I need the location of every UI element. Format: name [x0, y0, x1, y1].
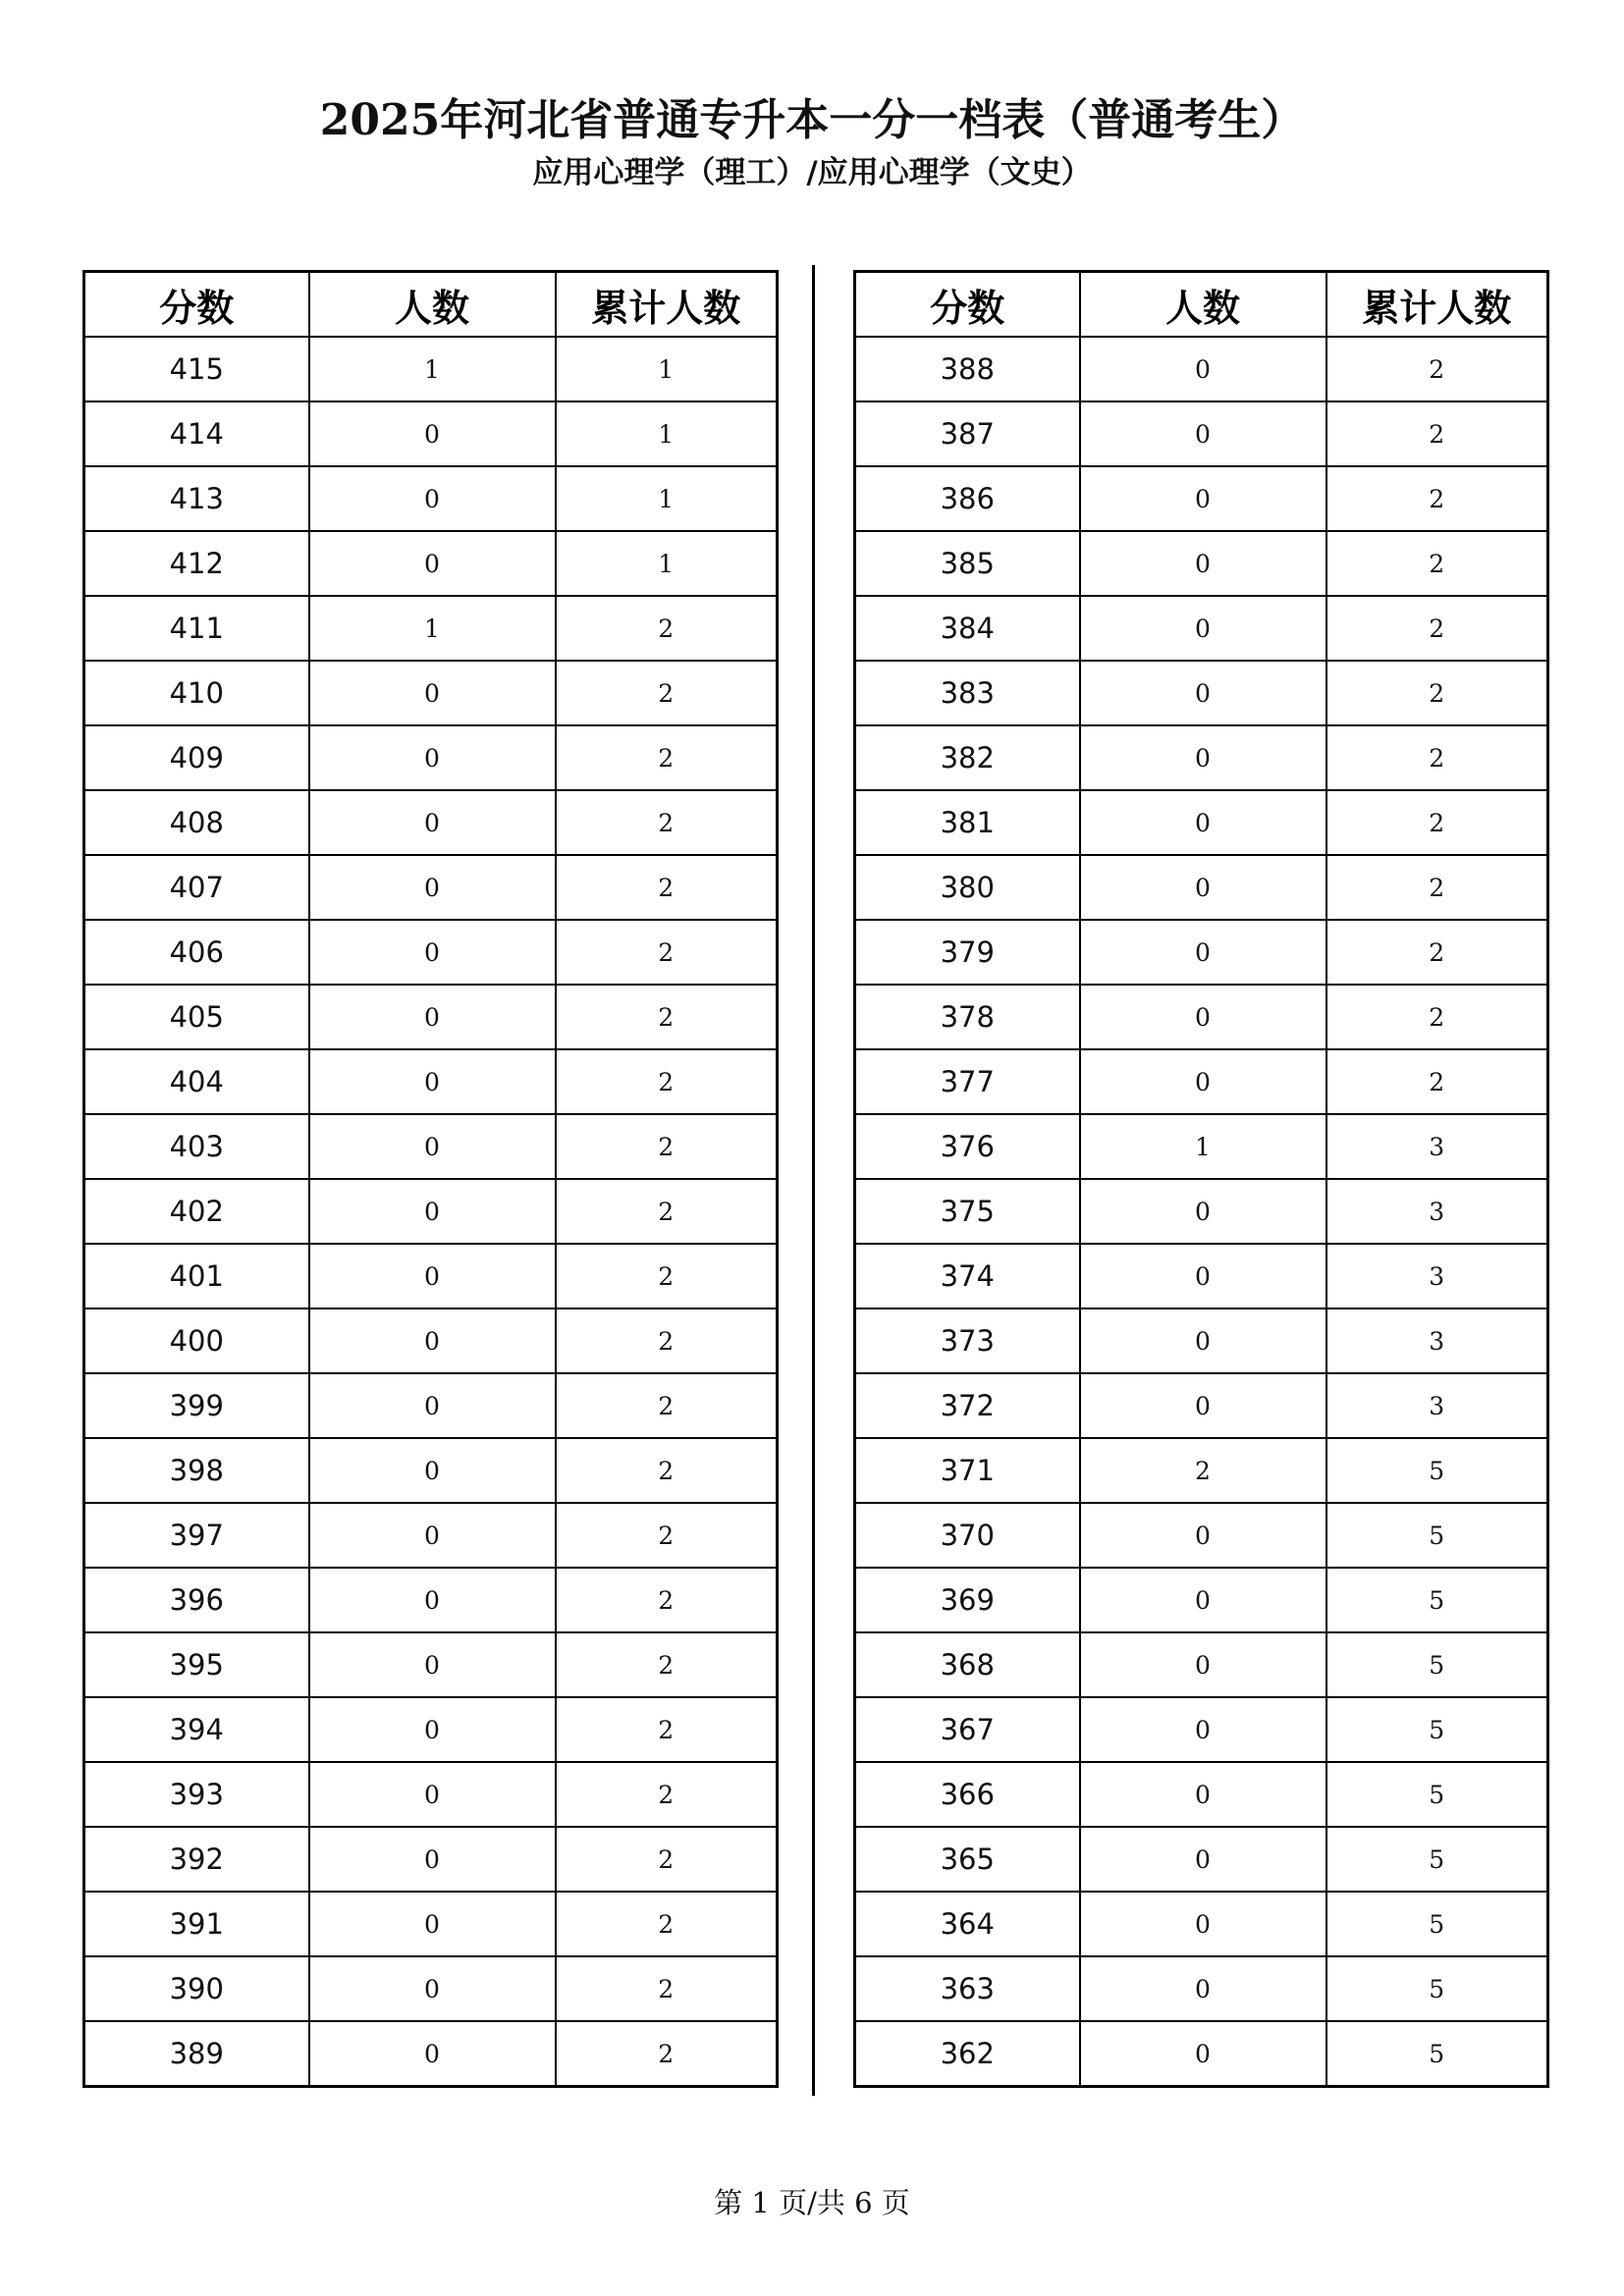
- cell-count: 0: [1080, 2021, 1326, 2087]
- table-row: [84, 985, 778, 1049]
- table-row: [84, 725, 778, 790]
- table-row: [855, 920, 1548, 985]
- column-divider: [812, 265, 815, 2096]
- cell-score: 387: [855, 401, 1080, 466]
- cell-cumulative: 5: [1326, 1568, 1548, 1632]
- cell-score: 375: [855, 1179, 1080, 1244]
- cell-count: 0: [1080, 1308, 1326, 1373]
- column-header-score: 分数: [84, 272, 309, 338]
- cell-count: 2: [1080, 1438, 1326, 1503]
- cell-cumulative: 2: [556, 1503, 778, 1568]
- table-row: [84, 920, 778, 985]
- cell-count: 0: [1080, 790, 1326, 855]
- cell-score: 367: [855, 1697, 1080, 1762]
- cell-cumulative: 5: [1326, 1632, 1548, 1697]
- cell-count: 0: [1080, 1244, 1326, 1308]
- cell-score: 391: [84, 1892, 309, 1956]
- table-row: [855, 401, 1548, 466]
- table-row: [84, 596, 778, 661]
- cell-count: 0: [309, 920, 556, 985]
- cell-count: 0: [309, 1179, 556, 1244]
- table-row: [84, 401, 778, 466]
- cell-cumulative: 2: [1326, 596, 1548, 661]
- cell-cumulative: 5: [1326, 1956, 1548, 2021]
- table-row: [855, 1114, 1548, 1179]
- column-header-count: 人数: [309, 272, 556, 338]
- cell-score: 363: [855, 1956, 1080, 2021]
- table-row: [84, 1373, 778, 1438]
- cell-score: 373: [855, 1308, 1080, 1373]
- cell-cumulative: 2: [556, 1244, 778, 1308]
- table-row: [84, 466, 778, 531]
- cell-score: 377: [855, 1049, 1080, 1114]
- cell-count: 0: [309, 1438, 556, 1503]
- cell-score: 392: [84, 1827, 309, 1892]
- cell-score: 411: [84, 596, 309, 661]
- cell-cumulative: 2: [1326, 466, 1548, 531]
- cell-score: 384: [855, 596, 1080, 661]
- cell-count: 0: [309, 1373, 556, 1438]
- cell-score: 378: [855, 985, 1080, 1049]
- cell-cumulative: 2: [556, 725, 778, 790]
- cell-score: 403: [84, 1114, 309, 1179]
- cell-score: 410: [84, 661, 309, 725]
- cell-score: 388: [855, 337, 1080, 401]
- cell-cumulative: 2: [1326, 920, 1548, 985]
- cell-score: 413: [84, 466, 309, 531]
- table-row: [84, 531, 778, 596]
- cell-cumulative: 2: [556, 1568, 778, 1632]
- cell-count: 0: [1080, 1697, 1326, 1762]
- cell-score: 407: [84, 855, 309, 920]
- table-row: [84, 1114, 778, 1179]
- cell-score: 396: [84, 1568, 309, 1632]
- cell-count: 0: [1080, 401, 1326, 466]
- table-row: [855, 1632, 1548, 1697]
- table-row: [84, 1308, 778, 1373]
- cell-cumulative: 2: [556, 1697, 778, 1762]
- cell-count: 0: [1080, 466, 1326, 531]
- cell-cumulative: 2: [556, 1049, 778, 1114]
- cell-score: 415: [84, 337, 309, 401]
- cell-score: 405: [84, 985, 309, 1049]
- score-table-left: [82, 270, 779, 2088]
- cell-cumulative: 2: [1326, 790, 1548, 855]
- cell-score: 408: [84, 790, 309, 855]
- cell-cumulative: 3: [1326, 1244, 1548, 1308]
- cell-score: 364: [855, 1892, 1080, 1956]
- cell-count: 0: [309, 1762, 556, 1827]
- cell-count: 0: [1080, 596, 1326, 661]
- cell-cumulative: 2: [1326, 855, 1548, 920]
- table-row: [84, 1179, 778, 1244]
- cell-cumulative: 2: [556, 661, 778, 725]
- table-row: [855, 2021, 1548, 2087]
- column-header-cumulative: 累计人数: [556, 272, 778, 338]
- cell-cumulative: 1: [556, 466, 778, 531]
- table-row: [855, 1308, 1548, 1373]
- table-row: [855, 1697, 1548, 1762]
- table-row: [84, 1049, 778, 1114]
- cell-score: 381: [855, 790, 1080, 855]
- page-title: 2025年河北省普通专升本一分一档表（普通考生）: [319, 95, 1305, 145]
- cell-cumulative: 1: [556, 337, 778, 401]
- table-row: [855, 790, 1548, 855]
- table-row: [84, 1568, 778, 1632]
- cell-count: 0: [1080, 531, 1326, 596]
- cell-count: 0: [1080, 1373, 1326, 1438]
- cell-cumulative: 2: [556, 1308, 778, 1373]
- cell-score: 401: [84, 1244, 309, 1308]
- cell-cumulative: 2: [556, 1632, 778, 1697]
- cell-score: 368: [855, 1632, 1080, 1697]
- cell-cumulative: 2: [1326, 725, 1548, 790]
- cell-count: 0: [309, 1244, 556, 1308]
- table-row: [84, 1762, 778, 1827]
- cell-score: 394: [84, 1697, 309, 1762]
- cell-score: 406: [84, 920, 309, 985]
- table-row: [84, 1892, 778, 1956]
- cell-count: 0: [309, 855, 556, 920]
- cell-score: 389: [84, 2021, 309, 2087]
- cell-score: 393: [84, 1762, 309, 1827]
- cell-count: 0: [309, 1308, 556, 1373]
- cell-cumulative: 2: [556, 596, 778, 661]
- cell-score: 395: [84, 1632, 309, 1697]
- table-row: [855, 985, 1548, 1049]
- cell-count: 0: [309, 725, 556, 790]
- cell-cumulative: 2: [1326, 337, 1548, 401]
- cell-count: 0: [309, 1632, 556, 1697]
- cell-score: 402: [84, 1179, 309, 1244]
- cell-cumulative: 2: [556, 985, 778, 1049]
- cell-count: 0: [309, 2021, 556, 2087]
- cell-count: 0: [1080, 725, 1326, 790]
- cell-cumulative: 2: [556, 1114, 778, 1179]
- cell-score: 383: [855, 661, 1080, 725]
- cell-count: 0: [309, 1827, 556, 1892]
- cell-count: 0: [309, 1049, 556, 1114]
- cell-count: 0: [1080, 661, 1326, 725]
- cell-count: 0: [1080, 985, 1326, 1049]
- cell-count: 0: [1080, 1503, 1326, 1568]
- score-table-right: [853, 270, 1549, 2088]
- cell-count: 0: [309, 790, 556, 855]
- cell-cumulative: 5: [1326, 1697, 1548, 1762]
- cell-count: 0: [309, 1568, 556, 1632]
- cell-count: 0: [1080, 1827, 1326, 1892]
- cell-count: 1: [309, 596, 556, 661]
- cell-count: 0: [309, 531, 556, 596]
- cell-score: 371: [855, 1438, 1080, 1503]
- table-row: [855, 1762, 1548, 1827]
- table-row: [855, 1827, 1548, 1892]
- cell-count: 0: [309, 466, 556, 531]
- cell-count: 0: [309, 1892, 556, 1956]
- cell-score: 374: [855, 1244, 1080, 1308]
- table-row: [84, 337, 778, 401]
- cell-cumulative: 2: [1326, 531, 1548, 596]
- table-row: [855, 1892, 1548, 1956]
- cell-cumulative: 2: [556, 790, 778, 855]
- cell-count: 0: [1080, 1892, 1326, 1956]
- cell-count: 0: [1080, 855, 1326, 920]
- cell-score: 362: [855, 2021, 1080, 2087]
- cell-score: 399: [84, 1373, 309, 1438]
- cell-count: 1: [309, 337, 556, 401]
- cell-cumulative: 2: [556, 1438, 778, 1503]
- table-row: [855, 596, 1548, 661]
- column-header-score: 分数: [855, 272, 1080, 338]
- cell-score: 390: [84, 1956, 309, 2021]
- cell-score: 382: [855, 725, 1080, 790]
- table-row: [84, 1438, 778, 1503]
- cell-cumulative: 1: [556, 401, 778, 466]
- cell-score: 398: [84, 1438, 309, 1503]
- cell-cumulative: 2: [1326, 1049, 1548, 1114]
- cell-cumulative: 3: [1326, 1373, 1548, 1438]
- cell-cumulative: 5: [1326, 1762, 1548, 1827]
- table-header-row: [855, 272, 1548, 338]
- cell-cumulative: 5: [1326, 2021, 1548, 2087]
- cell-score: 397: [84, 1503, 309, 1568]
- table-row: [855, 531, 1548, 596]
- cell-cumulative: 5: [1326, 1438, 1548, 1503]
- table-row: [84, 2021, 778, 2087]
- cell-count: 0: [309, 1956, 556, 2021]
- cell-count: 0: [309, 1503, 556, 1568]
- cell-score: 386: [855, 466, 1080, 531]
- cell-score: 412: [84, 531, 309, 596]
- cell-score: 380: [855, 855, 1080, 920]
- cell-cumulative: 1: [556, 531, 778, 596]
- table-row: [855, 855, 1548, 920]
- table-row: [84, 1697, 778, 1762]
- table-row: [855, 466, 1548, 531]
- cell-score: 369: [855, 1568, 1080, 1632]
- cell-count: 0: [1080, 1179, 1326, 1244]
- page-subtitle: 应用心理学（理工）/应用心理学（文史）: [532, 155, 1092, 190]
- cell-score: 365: [855, 1827, 1080, 1892]
- table-row: [855, 1373, 1548, 1438]
- table-row: [84, 1244, 778, 1308]
- cell-score: 414: [84, 401, 309, 466]
- cell-cumulative: 2: [556, 1179, 778, 1244]
- table-row: [84, 661, 778, 725]
- cell-count: 0: [309, 401, 556, 466]
- cell-count: 0: [309, 661, 556, 725]
- cell-cumulative: 3: [1326, 1179, 1548, 1244]
- cell-score: 385: [855, 531, 1080, 596]
- cell-cumulative: 2: [1326, 661, 1548, 725]
- cell-cumulative: 2: [556, 2021, 778, 2087]
- cell-score: 409: [84, 725, 309, 790]
- table-row: [855, 1179, 1548, 1244]
- table-row: [84, 1503, 778, 1568]
- table-row: [855, 1438, 1548, 1503]
- cell-cumulative: 5: [1326, 1892, 1548, 1956]
- cell-score: 379: [855, 920, 1080, 985]
- cell-score: 370: [855, 1503, 1080, 1568]
- cell-count: 0: [309, 1114, 556, 1179]
- table-row: [84, 1827, 778, 1892]
- cell-count: 0: [1080, 1049, 1326, 1114]
- cell-count: 0: [309, 1697, 556, 1762]
- cell-score: 404: [84, 1049, 309, 1114]
- cell-count: 0: [1080, 920, 1326, 985]
- cell-score: 366: [855, 1762, 1080, 1827]
- cell-cumulative: 2: [556, 1373, 778, 1438]
- cell-cumulative: 5: [1326, 1503, 1548, 1568]
- cell-cumulative: 5: [1326, 1827, 1548, 1892]
- table-row: [84, 1632, 778, 1697]
- table-row: [855, 1503, 1548, 1568]
- cell-count: 0: [1080, 1568, 1326, 1632]
- cell-cumulative: 3: [1326, 1308, 1548, 1373]
- table-row: [855, 1049, 1548, 1114]
- cell-count: 1: [1080, 1114, 1326, 1179]
- cell-count: 0: [1080, 1632, 1326, 1697]
- table-header-row: [84, 272, 778, 338]
- table-row: [855, 1244, 1548, 1308]
- cell-count: 0: [1080, 1956, 1326, 2021]
- table-row: [855, 725, 1548, 790]
- cell-cumulative: 2: [1326, 401, 1548, 466]
- column-header-cumulative: 累计人数: [1326, 272, 1548, 338]
- cell-count: 0: [1080, 337, 1326, 401]
- table-row: [84, 1956, 778, 2021]
- table-row: [855, 1568, 1548, 1632]
- cell-cumulative: 2: [556, 1892, 778, 1956]
- column-header-count: 人数: [1080, 272, 1326, 338]
- table-row: [84, 790, 778, 855]
- cell-cumulative: 2: [556, 1762, 778, 1827]
- cell-cumulative: 2: [556, 1827, 778, 1892]
- cell-cumulative: 2: [556, 920, 778, 985]
- page-footer: 第 1 页/共 6 页: [714, 2186, 910, 2219]
- cell-cumulative: 2: [556, 1956, 778, 2021]
- table-row: [855, 1956, 1548, 2021]
- cell-score: 400: [84, 1308, 309, 1373]
- cell-cumulative: 3: [1326, 1114, 1548, 1179]
- cell-score: 372: [855, 1373, 1080, 1438]
- table-row: [855, 337, 1548, 401]
- table-row: [84, 855, 778, 920]
- cell-score: 376: [855, 1114, 1080, 1179]
- table-row: [855, 661, 1548, 725]
- cell-cumulative: 2: [1326, 985, 1548, 1049]
- cell-count: 0: [1080, 1762, 1326, 1827]
- cell-cumulative: 2: [556, 855, 778, 920]
- cell-count: 0: [309, 985, 556, 1049]
